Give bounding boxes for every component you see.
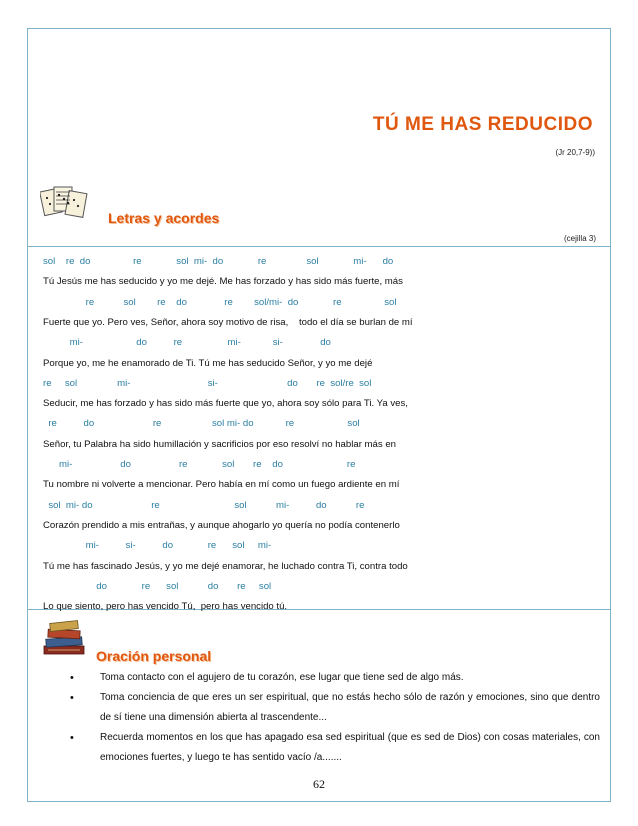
sheet-music-icon (40, 184, 90, 222)
lyric-line: Corazón prendido a mis entrañas, y aunque ahogarlo yo quería no podía contenerlo (43, 519, 400, 531)
lyric-line: Señor, tu Palabra ha sido humillación y sacrificios por eso resolví no hablar más en (43, 438, 397, 450)
lyric-line: Fuerte que yo. Pero ves, Señor, ahora soy motivo de risa, todo el día se burlan de mí (43, 316, 413, 328)
lyric-line: Tú me has fascinado Jesús, y yo me dejé enamorar, he luchado contra Ti, contra todo (43, 560, 408, 572)
bullet-icon: • (70, 672, 74, 684)
section-heading-lyrics: Letras y acordes (108, 210, 220, 226)
chord-line: sol re do re sol mi- do re sol mi- do (43, 256, 394, 267)
page-number: 62 (313, 777, 325, 791)
section-heading-prayer: Oración personal (96, 648, 212, 664)
chord-line: re do re sol mi- do re sol (43, 418, 360, 430)
bible-reference: (Jr 20,7-9)) (555, 148, 595, 157)
list-item: • Toma contacto con el agujero de tu corazón, ese lugar que tiene sed de algo más. (60, 668, 600, 688)
chord-line: re sol re do re sol/mi- do re sol (43, 296, 397, 308)
lyric-line: Tú Jesús me has seducido y yo me dejé. Me has forzado y has sido más fuerte, más (43, 276, 403, 288)
list-item: • Recuerda momentos en los que has apagado esa sed espiritual (que es sed de Dios) con cosas materiales, con emociones fuertes, y luego te has sentido vacío /a....... (60, 728, 600, 768)
bullet-icon: • (70, 732, 74, 744)
chord-line: sol mi- do re sol mi- do re (43, 499, 365, 511)
lyric-line: Lo que siento, pero has vencido Tú, pero has vencido tú. (43, 601, 288, 613)
song-title: TÚ ME HAS REDUCIDO (372, 114, 593, 135)
chord-line: mi- do re mi- si- do (43, 337, 331, 349)
lyric-line: Porque yo, me he enamorado de Ti. Tú me has seducido Señor, y yo me dejé (43, 357, 373, 369)
chord-line: do re sol do re sol (43, 580, 272, 592)
chord-line: re sol mi- si- do re sol/re sol (43, 377, 372, 389)
lyric-line: Tu nombre ni volverte a mencionar. Pero había en mí como un fuego ardiente en mí (43, 479, 400, 491)
bullet-icon: • (70, 692, 74, 704)
list-item: • Toma conciencia de que eres un ser espiritual, que no estás hecho sólo de razón y emociones, sino que dentro de sí tiene una dimensión abierta al trascendente... (60, 688, 600, 728)
books-icon (40, 618, 90, 658)
capo-note: (cejilla 3) (563, 234, 596, 243)
prayer-list (60, 668, 600, 768)
chord-line: mi- do re sol re do re (43, 459, 356, 470)
lyric-line: Seducir, me has forzado y has sido más fuerte que yo, ahora soy sólo para Ti. Ya ves, (43, 398, 408, 410)
chord-line: mi- si- do re sol mi- (43, 540, 272, 552)
